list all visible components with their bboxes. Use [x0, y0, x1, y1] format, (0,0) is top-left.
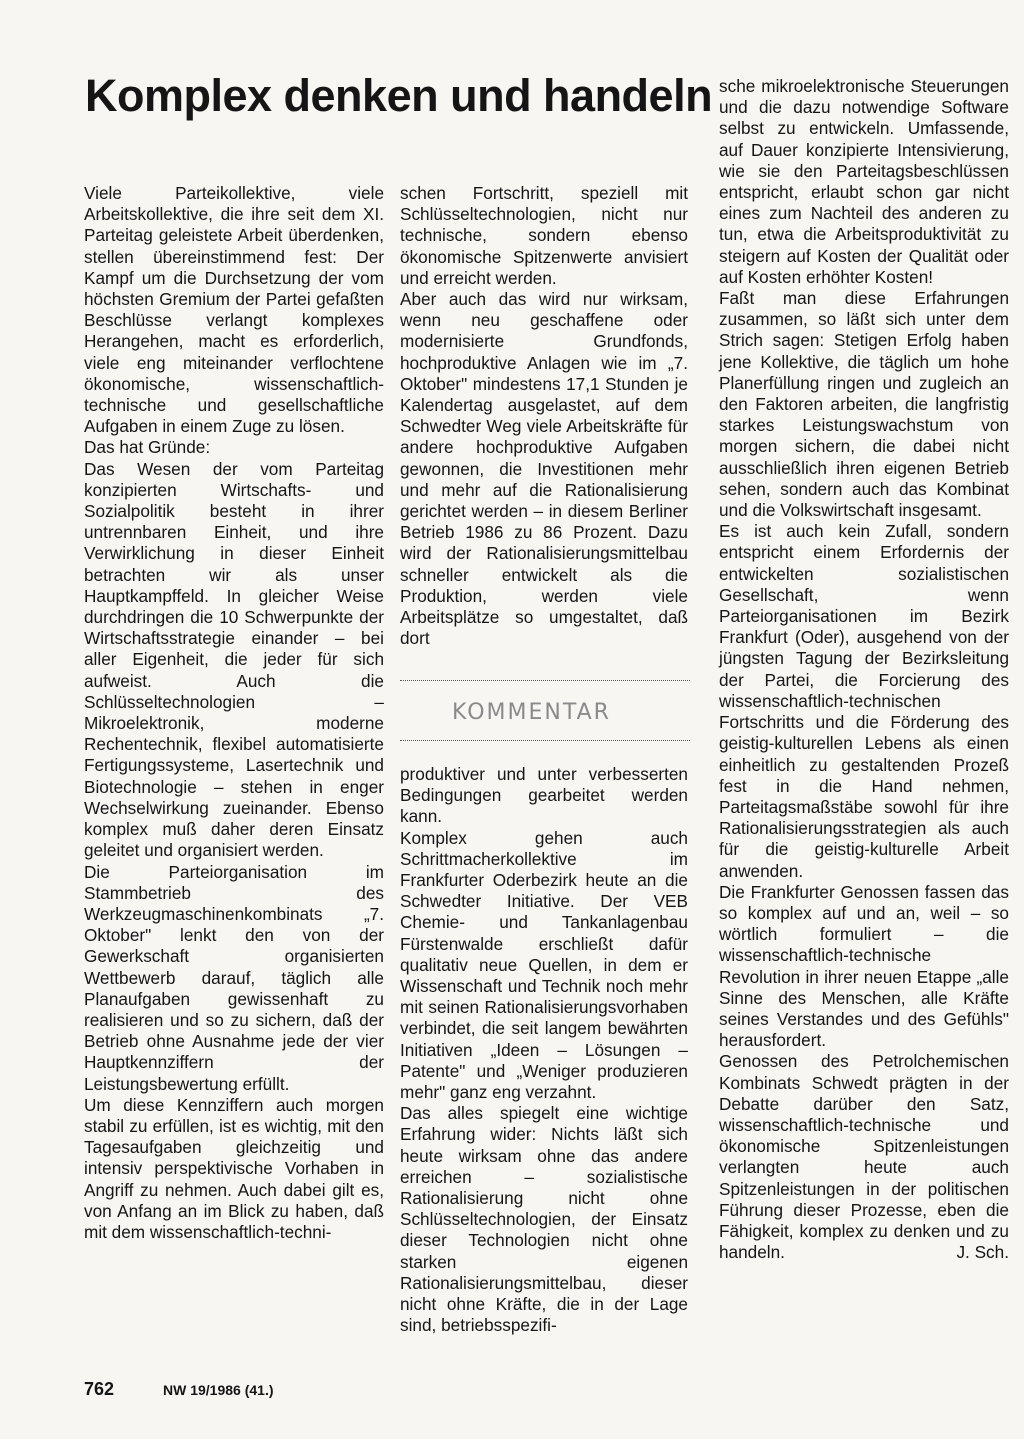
- paragraph: Faßt man diese Erfahrungen zusammen, so läßt sich unter dem Strich sagen: Stetigen Erfolg haben jene Kollektive, die täglich um hohe Planerfüllung ringen und zugleich an den Faktoren arbeiten, die langfristig starkes Leistungswachstum von morgen sichern, die dabei nicht ausschließlich ihren eigenen Betrieb sehen, sondern auch das Kombinat und die Volkswirtschaft insgesamt.: [719, 288, 1009, 521]
- article-title: Komplex denken und handeln: [85, 70, 713, 121]
- paragraph: Die Frankfurter Genossen fassen das so komplex auf und an, weil – so wörtlich formuliert – die wissenschaftlich-technische Revolution in ihrer neuen Etappe „alle Sinne des Menschen, alle Kräfte seines Verstandes und des Gefühls" herausfordert.: [719, 881, 1009, 1051]
- page-number: 762: [84, 1379, 115, 1399]
- paragraph: [719, 1051, 1009, 1263]
- author-signature: J. Sch.: [956, 1242, 1009, 1263]
- article-column-2: [400, 183, 688, 649]
- article-column-2-continued: [400, 764, 688, 1336]
- paragraph: sche mikroelektronische Steuerungen und die dazu notwendige Software selbst zu entwickeln. Umfassende, auf Dauer konzipierte Intensivierung, wie sie den Parteitagsbeschlüssen entspricht, erlaubt schon gar nicht eines zum Nachteil des anderen zu tun, etwa die Arbeitsproduktivität zu steigern auf Kosten der Qualität oder auf Kosten erhöhter Kosten!: [719, 76, 1009, 287]
- paragraph: Aber auch das wird nur wirksam, wenn neu geschaffene oder modernisierte Grundfonds, hochproduktive Anlagen wie im „7. Oktober" mindestens 17,1 Stunden je Kalendertag ausgelastet, auf dem Schwedter Weg viele Arbeitskräfte für andere hochproduktive Aufgaben gewonnen, die Investitionen mehr und mehr auf die Rationalisierung gerichtet werden – in diesem Berliner Betrieb 1986 zu 86 Prozent. Dazu wird der Rationalisierungsmittelbau schneller entwickelt als die Produktion, werden viele Arbeitsplätze so umgestaltet, daß dort: [400, 289, 688, 649]
- paragraph: Komplex gehen auch Schrittmacherkollektive im Frankfurter Oderbezirk heute an die Schwedter Initiative. Der VEB Chemie- und Tankanlagenbau Fürstenwalde erschließt dafür qualitativ neue Quellen, in dem er Wissenschaft und Technik noch mehr mit seinen Rationalisierungsvorhaben verbindet, die seit langem bewährten Initiativen „Ideen – Lösungen – Patente" und „Weniger produzieren mehr" ganz eng verzahnt.: [400, 827, 688, 1103]
- paragraph: Es ist auch kein Zufall, sondern entspricht einem Erfordernis der entwickelten sozialistischen Gesellschaft, wenn Parteiorganisationen im Bezirk Frankfurt (Oder), ausgehend von der jüngsten Tagung der Bezirksleitung der Partei, die Forcierung des wissenschaftlich-technischen Fortschritts und die Förderung des geistig-kulturellen Lebens als einen einheitlich zu gestaltenden Prozeß fest in die Hand nehmen, Parteitagsmaßstäbe sowohl für ihre Rationalisierungsstrategien als auch für die geistig-kulturelle Arbeit anwenden.: [719, 521, 1009, 881]
- article-column-1: [84, 183, 384, 1243]
- article-column-3: [719, 76, 1009, 1263]
- paragraph: schen Fortschritt, speziell mit Schlüsseltechnologien, nicht nur technische, sondern ebenso ökonomische Spitzenwerte anvisiert und erreicht werden.: [400, 183, 688, 288]
- paragraph-text: Genossen des Petrolchemischen Kombinats Schwedt prägten in der Debatte darüber den Satz, wissenschaftlich-technische und ökonomische Spitzenleistungen verlangten heute auch Spitzenleistungen in der politischen Führung dieser Prozesse, eben die Fähigkeit, komplex zu denken und zu handeln.: [719, 1051, 1009, 1263]
- paragraph: Die Parteiorganisation im Stammbetrieb des Werkzeugmaschinenkombinats „7. Oktober" lenkt den von der Gewerkschaft organisierten Wettbewerb darauf, täglich alle Planaufgaben gewissenhaft zu realisieren und so zu sichern, daß der Betrieb ohne Ausnahme jede der vier Hauptkennziffern der Leistungsbewertung erfüllt.: [84, 861, 384, 1094]
- paragraph: Viele Parteikollektive, viele Arbeitskollektive, die ihre seit dem XI. Parteitag geleistete Arbeit überdenken, stellen übereinstimmend fest: Der Kampf um die Durchsetzung der vom höchsten Gremium der Partei gefaßten Beschlüsse verlangt komplexes Herangehen, macht es erforderlich, viele eng miteinander verflochtene ökonomische, wissenschaftlich-technische und gesellschaftliche Aufgaben in einem Zuge zu lösen.: [84, 183, 384, 437]
- paragraph: Das Wesen der vom Parteitag konzipierten Wirtschafts- und Sozialpolitik besteht in ihrer untrennbaren Einheit, und ihre Verwirklichung in dieser Einheit betrachten wir als unser Hauptkampffeld. In gleicher Weise durchdringen die 10 Schwerpunkte der Wirtschaftsstrategie einander – bei aller Eigenheit, die jeder für sich aufweist. Auch die Schlüsseltechnologien – Mikroelektronik, moderne Rechentechnik, flexibel automatisierte Fertigungssysteme, Lasertechnik und Biotechnologie – stehen in enger Wechselwirkung zueinander. Ebenso komplex muß daher deren Einsatz geleitet und organisiert werden.: [84, 458, 384, 861]
- paragraph: Das alles spiegelt eine wichtige Erfahrung wider: Nichts läßt sich heute wirksam ohne das andere erreichen – sozialistische Rationalisierung nicht ohne Schlüsseltechnologien, der Einsatz dieser Technologien nicht ohne starken eigenen Rationalisierungsmittelbau, dieser nicht ohne Kräfte, die in der Lage sind, betriebsspezifi-: [400, 1103, 688, 1336]
- kommentar-label: KOMMENTAR: [452, 700, 611, 725]
- issue-reference: NW 19/1986 (41.): [163, 1382, 274, 1398]
- divider: [400, 680, 690, 681]
- divider: [400, 740, 690, 741]
- paragraph: Das hat Gründe:: [84, 437, 211, 458]
- paragraph: produktiver und unter verbesserten Bedingungen gearbeitet werden kann.: [400, 764, 688, 827]
- paragraph: Um diese Kennziffern auch morgen stabil zu erfüllen, ist es wichtig, mit den Tagesaufgaben gleichzeitig und intensiv perspektivische Vorhaben in Angriff zu nehmen. Auch dabei gilt es, von Anfang an im Blick zu haben, daß mit dem wissenschaftlich-techni-: [84, 1094, 384, 1242]
- kommentar-label-box: [400, 680, 690, 742]
